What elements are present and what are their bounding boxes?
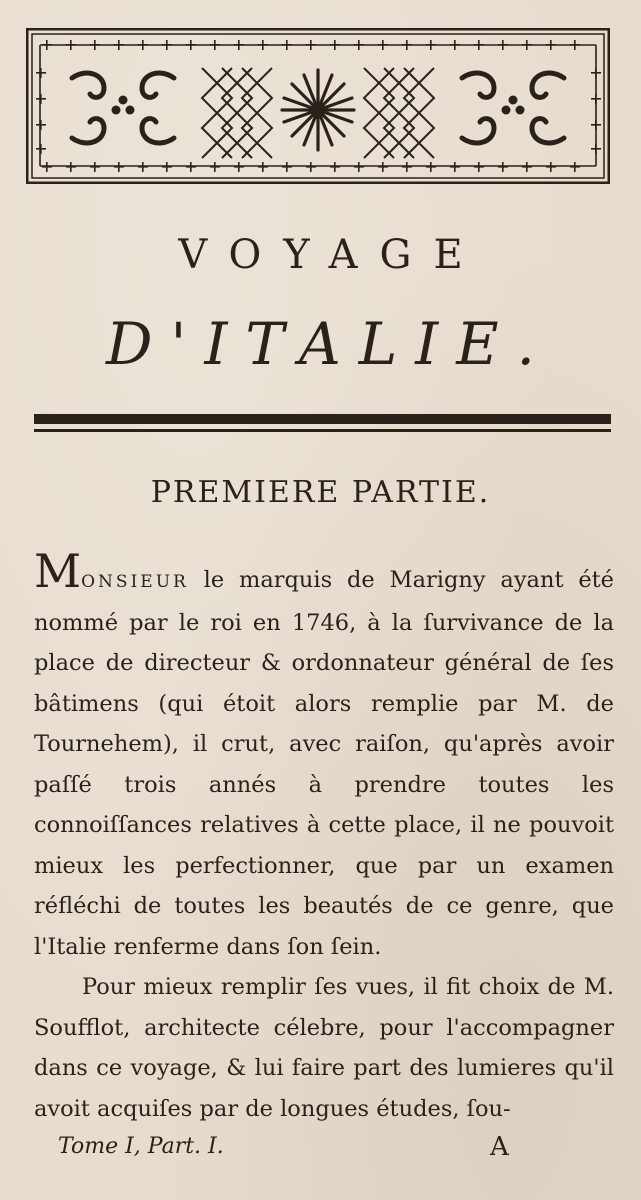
smallcaps-word: ONSIEUR (81, 572, 189, 592)
paragraph-1-text: le marquis de Marigny ayant été nommé par le roi en 1746, à la ſurvivance de la place de directeur & ordonnateur général de ſes bâtimens (qui étoit alors remplie par M. de Tournehem), il crut, avec raiſon, qu'après avoir paſſé trois annés à prendre toutes les connoiſſances relatives à cette place, il ne pouvoit mieux les perfectionner, que par un examen réfléchi de toutes les beautés de ce genre, que l'Italie renferme dans ſon ſein. (34, 567, 614, 960)
signature-mark: Tome I, Part. I. (58, 1134, 224, 1159)
paragraph-2: Pour mieux remplir ſes vues, il fit choix de M. Soufflot, architecte célebre, pour l'accompagner dans ce voyage, & lui faire part des lumieres qu'il avoit acquiſes par de longues études, ſou- (34, 974, 614, 1122)
double-rule-thick (34, 414, 611, 424)
signature-letter: A (490, 1132, 509, 1162)
left-scroll-ornament (72, 73, 174, 143)
body-text (34, 544, 614, 1129)
right-scroll-ornament (462, 73, 564, 143)
title-italie: D'ITALIE. (106, 310, 553, 378)
left-lattice-ornament (202, 68, 272, 158)
paragraph-1 (34, 544, 614, 967)
double-rule-thin (34, 429, 611, 432)
dropcap-letter: M (34, 544, 82, 598)
right-lattice-ornament (364, 68, 434, 158)
left-scroll-dots (112, 96, 135, 115)
right-scroll-dots (502, 96, 525, 115)
decorative-header-ornament (26, 28, 610, 184)
part-title: PREMIERE PARTIE. (150, 475, 491, 510)
title-voyage: VOYAGE (178, 232, 485, 278)
